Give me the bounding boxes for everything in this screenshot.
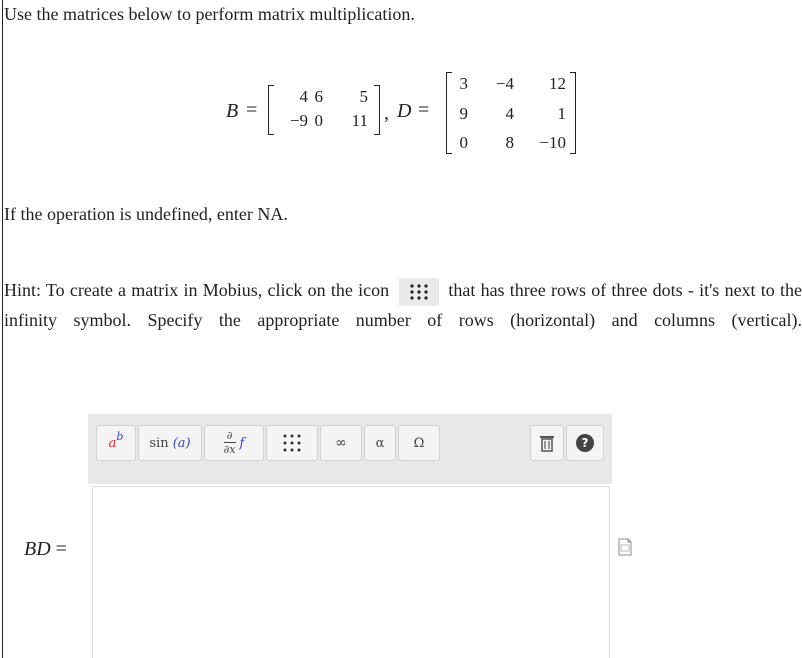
matrix-button[interactable] — [266, 425, 318, 461]
equals-sign: = — [246, 99, 258, 121]
sin-arg: (a) — [172, 435, 191, 451]
matrix-cell: 12 — [549, 74, 566, 93]
infinity-button[interactable] — [320, 425, 362, 461]
help-icon: ? — [576, 434, 594, 452]
answer-label — [24, 538, 67, 561]
matrix-d — [446, 72, 576, 154]
matrix-cell: −9 — [289, 111, 308, 130]
sin-button[interactable] — [138, 425, 202, 461]
matrix-dots-icon — [280, 431, 304, 455]
omega-icon: Ω — [413, 435, 425, 451]
sin-label: sin — [149, 435, 169, 451]
matrix-cell: 4 — [505, 104, 514, 123]
intro-text: Use the matrices below to perform matrix multiplication. — [4, 4, 415, 24]
matrix-cell: 9 — [459, 104, 468, 123]
matrix-cell: −4 — [495, 74, 514, 93]
superscript-exp: b — [116, 429, 124, 443]
answer-variable: BD — [24, 538, 51, 560]
matrix-d-label: D — [397, 100, 412, 122]
matrix-cell: −10 — [539, 133, 566, 152]
derivative-button[interactable] — [204, 425, 264, 461]
derivative-denominator: ∂x — [223, 443, 236, 456]
trash-icon — [539, 434, 555, 452]
matrix-cell: 11 — [351, 111, 368, 130]
equation-toolbar — [88, 414, 612, 484]
hint-text — [4, 276, 802, 330]
answer-equals: = — [55, 538, 67, 560]
matrix-b-label: B — [226, 100, 239, 122]
preview-icon[interactable] — [617, 538, 633, 561]
hint-part-2: that has three rows of three dots - it's next to the infinity symbol. Specify the appropriate number of rows (horizontal) and columns (vertical). — [4, 280, 802, 330]
matrix-cell: 3 — [459, 74, 468, 93]
matrix-b — [268, 85, 380, 135]
matrix-cell: 6 — [314, 87, 323, 106]
derivative-numerator: ∂ — [226, 429, 233, 442]
comma: , — [384, 102, 389, 124]
infinity-icon: ∞ — [335, 435, 347, 451]
matrix-cell: 4 — [299, 87, 308, 106]
superscript-base: a — [108, 435, 117, 451]
matrix-cell: 0 — [314, 111, 323, 130]
matrix-cell: 0 — [459, 133, 468, 152]
alpha-button[interactable] — [364, 425, 396, 461]
undefined-note: If the operation is undefined, enter NA. — [4, 204, 288, 224]
equals-sign: = — [418, 99, 430, 121]
help-button[interactable] — [566, 425, 604, 461]
derivative-f: f — [239, 435, 245, 451]
superscript-button[interactable] — [96, 425, 136, 461]
matrix-cell: 1 — [557, 104, 566, 123]
hint-part-1: Hint: To create a matrix in Mobius, click on the icon — [4, 280, 390, 300]
matrix-cell: 8 — [505, 133, 514, 152]
answer-editor[interactable] — [92, 486, 610, 658]
matrix-expression — [0, 70, 802, 160]
omega-button[interactable] — [398, 425, 440, 461]
matrix-cell: 5 — [359, 87, 368, 106]
matrix-dots-icon — [399, 278, 439, 306]
alpha-icon: α — [375, 435, 385, 451]
delete-button[interactable] — [530, 425, 564, 461]
